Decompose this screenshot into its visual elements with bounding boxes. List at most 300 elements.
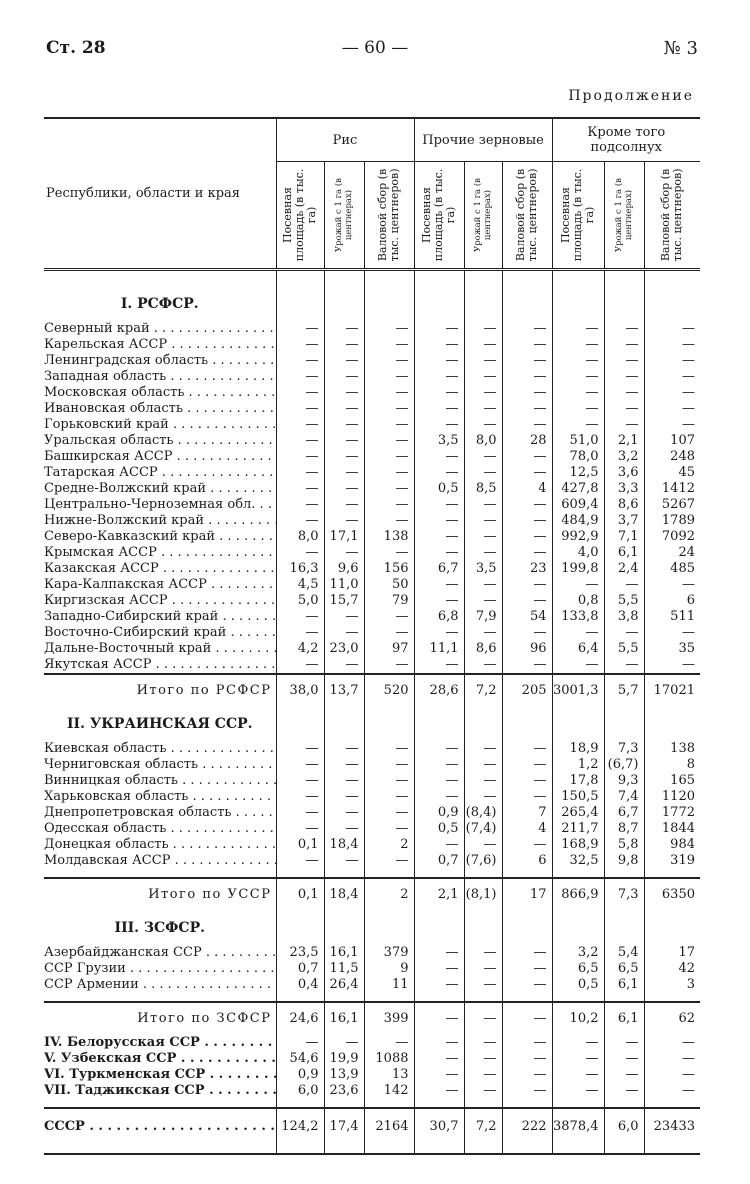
cell-value: 23,5 [276, 945, 324, 961]
table-row [44, 593, 700, 609]
cell-value: 12,5 [552, 465, 604, 481]
cell-value: — [502, 1051, 552, 1067]
cell-value: — [414, 321, 464, 337]
cell-value: 138 [364, 529, 414, 545]
cell-value: — [324, 433, 364, 449]
table-row [44, 561, 700, 577]
cell-value: — [552, 577, 604, 593]
cell-value: — [502, 1067, 552, 1083]
cell-value: — [364, 657, 414, 674]
cell-value: 3 [644, 977, 700, 993]
row-label: Восточно-Сибирский край . . . [44, 625, 276, 641]
cell-value: — [364, 853, 414, 869]
table-row [44, 577, 700, 593]
cell-value: 199,8 [552, 561, 604, 577]
cell-value: — [502, 961, 552, 977]
table-row [44, 1051, 700, 1067]
cell-value: 1844 [644, 821, 700, 837]
table-row [44, 837, 700, 853]
cell-value: — [364, 773, 414, 789]
cell-value: 28 [502, 433, 552, 449]
cell-value: — [644, 657, 700, 674]
cell-value: 3,5 [414, 433, 464, 449]
row-label: Западная область . . . [44, 369, 276, 385]
cell-value: — [644, 577, 700, 593]
cell-value: — [364, 465, 414, 481]
cell-value: — [502, 837, 552, 853]
cell-value: — [276, 337, 324, 353]
cell-value: — [414, 657, 464, 674]
cell-value: 6,0 [604, 1108, 644, 1145]
cell-value: — [414, 385, 464, 401]
cell-value: — [552, 1083, 604, 1099]
cell-value: 6,8 [414, 609, 464, 625]
cell-value: 51,0 [552, 433, 604, 449]
table-row [44, 625, 700, 641]
cell-value: 10,2 [552, 1002, 604, 1035]
table-row [44, 465, 700, 481]
cell-value: — [364, 497, 414, 513]
row-label: ССР Грузии . . . [44, 961, 276, 977]
section-heading [44, 707, 700, 741]
cell-value: 0,5 [414, 821, 464, 837]
cell-value: — [324, 481, 364, 497]
cell-value: 62 [644, 1002, 700, 1035]
cell-value: — [414, 757, 464, 773]
cell-value: — [324, 321, 364, 337]
row-label: Днепропетровская область . . . [44, 805, 276, 821]
row-label: Донецкая область . . . [44, 837, 276, 853]
cell-value: 4 [502, 481, 552, 497]
cell-value: 18,4 [324, 878, 364, 911]
cell-value: — [276, 401, 324, 417]
cell-value: 4 [502, 821, 552, 837]
cell-value: — [502, 449, 552, 465]
table-row [44, 1067, 700, 1083]
cell-value: 8,5 [464, 481, 502, 497]
cell-value: 6,7 [604, 805, 644, 821]
cell-value: 9 [364, 961, 414, 977]
cell-value: 13 [364, 1067, 414, 1083]
cell-value: — [414, 369, 464, 385]
row-label: Харьковская область . . . [44, 789, 276, 805]
cell-value: — [464, 545, 502, 561]
cell-value: — [276, 805, 324, 821]
cell-value: 138 [644, 741, 700, 757]
cell-value: — [502, 353, 552, 369]
cell-value: — [464, 1083, 502, 1099]
page-code: Ст. 28 [46, 38, 106, 58]
cell-value: 3001,3 [552, 674, 604, 707]
cell-value: 9,6 [324, 561, 364, 577]
cell-value: — [414, 625, 464, 641]
row-label: Северный край . . . [44, 321, 276, 337]
cell-value: (7,4) [464, 821, 502, 837]
table-row [44, 657, 700, 674]
cell-value: — [644, 321, 700, 337]
cell-value: 15,7 [324, 593, 364, 609]
cell-value: — [276, 773, 324, 789]
row-label: Черниговская область . . . [44, 757, 276, 773]
cell-value: 8,0 [276, 529, 324, 545]
cell-value: — [464, 401, 502, 417]
cell-value: 6,1 [604, 977, 644, 993]
cell-value: 7092 [644, 529, 700, 545]
table-row [44, 1035, 700, 1051]
cell-value: — [324, 657, 364, 674]
cell-value: 8,6 [464, 641, 502, 657]
section-heading [44, 287, 700, 321]
cell-value: 18,9 [552, 741, 604, 757]
cell-value: 9,8 [604, 853, 644, 869]
cell-value: 19,9 [324, 1051, 364, 1067]
row-label: V. Узбекская ССР . . . [44, 1051, 276, 1067]
table-row [44, 353, 700, 369]
cell-value: — [276, 513, 324, 529]
cell-value: — [414, 401, 464, 417]
row-label: Средне-Волжский край . . . [44, 481, 276, 497]
cell-value: — [604, 1051, 644, 1067]
cell-value: — [464, 529, 502, 545]
cell-value: — [364, 789, 414, 805]
cell-value: 1789 [644, 513, 700, 529]
cell-value: — [644, 1067, 700, 1083]
cell-value: — [276, 369, 324, 385]
cell-value: — [502, 789, 552, 805]
cell-value: — [604, 353, 644, 369]
cell-value: 5,8 [604, 837, 644, 853]
cell-value: 3,2 [552, 945, 604, 961]
cell-value: 6 [644, 593, 700, 609]
cell-value: — [364, 1035, 414, 1051]
cell-value: — [464, 837, 502, 853]
cell-value: 0,1 [276, 878, 324, 911]
cell-value: — [464, 773, 502, 789]
table-row [44, 961, 700, 977]
cell-value: — [324, 353, 364, 369]
cell-value: — [502, 465, 552, 481]
subheader-harvest: Валовой сбор (в тыс. центнеров) [659, 168, 685, 262]
table-row [44, 497, 700, 513]
cell-value: 23 [502, 561, 552, 577]
cell-value: — [276, 609, 324, 625]
cell-value: — [324, 821, 364, 837]
cell-value: — [276, 385, 324, 401]
cell-value: — [276, 657, 324, 674]
cell-value: 24 [644, 545, 700, 561]
cell-value: — [414, 577, 464, 593]
cell-value: 6,1 [604, 1002, 644, 1035]
cell-value: 45 [644, 465, 700, 481]
cell-value: — [414, 465, 464, 481]
table-row [44, 321, 700, 337]
row-label: IV. Белорусская ССР . . . [44, 1035, 276, 1051]
table-row [44, 401, 700, 417]
cell-value: — [604, 401, 644, 417]
cell-value: — [502, 401, 552, 417]
cell-value: 11,1 [414, 641, 464, 657]
cell-value: 11,0 [324, 577, 364, 593]
cell-value: 222 [502, 1108, 552, 1145]
cell-value: 11 [364, 977, 414, 993]
cell-value: — [604, 1067, 644, 1083]
row-label: Башкирская АССР . . . [44, 449, 276, 465]
row-label: Крымская АССР . . . [44, 545, 276, 561]
row-label: ССР Армении . . . [44, 977, 276, 993]
cell-value: — [414, 529, 464, 545]
table-row [44, 417, 700, 433]
cell-value: — [324, 369, 364, 385]
cell-value: — [464, 1035, 502, 1051]
cell-value: — [644, 401, 700, 417]
cell-value: — [604, 321, 644, 337]
cell-value: — [414, 449, 464, 465]
cell-value: 1,2 [552, 757, 604, 773]
group-header-sunflower: Кроме того подсолнух [552, 119, 700, 162]
cell-value: (8,1) [464, 878, 502, 911]
cell-value: 107 [644, 433, 700, 449]
table-row [44, 853, 700, 869]
cell-value: 24,6 [276, 1002, 324, 1035]
cell-value: (6,7) [604, 757, 644, 773]
table-row [44, 641, 700, 657]
cell-value: — [502, 757, 552, 773]
cell-value: — [604, 417, 644, 433]
cell-value: 32,5 [552, 853, 604, 869]
cell-value: 984 [644, 837, 700, 853]
cell-value: 2 [364, 878, 414, 911]
cell-value: — [364, 449, 414, 465]
cell-value: — [644, 353, 700, 369]
cell-value: — [324, 401, 364, 417]
cell-value: 427,8 [552, 481, 604, 497]
row-label: Дальне-Восточный край . . . [44, 641, 276, 657]
cell-value: — [464, 497, 502, 513]
cell-value: 26,4 [324, 977, 364, 993]
cell-value: 17021 [644, 674, 700, 707]
total-row [44, 674, 700, 707]
cell-value: — [644, 625, 700, 641]
cell-value: — [414, 1083, 464, 1099]
cell-value: — [552, 1051, 604, 1067]
cell-value: — [464, 369, 502, 385]
cell-value: 4,0 [552, 545, 604, 561]
cell-value: — [644, 1051, 700, 1067]
row-label: Киргизская АССР . . . [44, 593, 276, 609]
cell-value: — [364, 321, 414, 337]
cell-value: — [464, 625, 502, 641]
cell-value: — [464, 977, 502, 993]
section-ukrainian-ssr: II. УКРАИНСКАЯ ССР. [66, 716, 253, 732]
table-row [44, 337, 700, 353]
cell-value: — [552, 321, 604, 337]
cell-value: — [414, 337, 464, 353]
cell-value: — [324, 337, 364, 353]
cell-value: 38,0 [276, 674, 324, 707]
cell-value: — [502, 385, 552, 401]
cell-value: — [276, 417, 324, 433]
cell-value: 205 [502, 674, 552, 707]
cell-value: — [414, 789, 464, 805]
row-label: Северо-Кавказский край . . . [44, 529, 276, 545]
cell-value: 4,5 [276, 577, 324, 593]
cell-value: — [502, 1083, 552, 1099]
cell-value: 0,5 [552, 977, 604, 993]
table-row [44, 945, 700, 961]
cell-value: — [502, 321, 552, 337]
row-label: Горьковский край . . . [44, 417, 276, 433]
cell-value: — [276, 821, 324, 837]
cell-value: — [414, 513, 464, 529]
table-row [44, 545, 700, 561]
cell-value: — [502, 417, 552, 433]
cell-value: 17,8 [552, 773, 604, 789]
row-label: Карельская АССР . . . [44, 337, 276, 353]
table-row [44, 609, 700, 625]
cell-value: — [364, 337, 414, 353]
cell-value: — [324, 625, 364, 641]
cell-value: — [464, 385, 502, 401]
cell-value: 18,4 [324, 837, 364, 853]
cell-value: 5267 [644, 497, 700, 513]
cell-value: 8 [644, 757, 700, 773]
cell-value: — [464, 465, 502, 481]
cell-value: — [324, 449, 364, 465]
cell-value: 609,4 [552, 497, 604, 513]
cell-value: — [502, 773, 552, 789]
row-label: VII. Таджикская ССР . . . [44, 1083, 276, 1099]
cell-value: — [414, 1002, 464, 1035]
cell-value: — [604, 385, 644, 401]
cell-value: — [364, 609, 414, 625]
cell-value: 6 [502, 853, 552, 869]
cell-value: 399 [364, 1002, 414, 1035]
table-row [44, 773, 700, 789]
cell-value: — [604, 337, 644, 353]
cell-value: 1120 [644, 789, 700, 805]
cell-value: — [502, 369, 552, 385]
cell-value: 0,1 [276, 837, 324, 853]
cell-value: — [364, 513, 414, 529]
table-row [44, 513, 700, 529]
cell-value: — [502, 497, 552, 513]
cell-value: 8,7 [604, 821, 644, 837]
cell-value: 133,8 [552, 609, 604, 625]
table-row [44, 481, 700, 497]
table-header [44, 118, 700, 271]
cell-value: — [324, 741, 364, 757]
cell-value: 23433 [644, 1108, 700, 1145]
grand-total-row [44, 1108, 700, 1145]
cell-value: — [552, 1067, 604, 1083]
cell-value: — [364, 369, 414, 385]
cell-value: — [276, 757, 324, 773]
cell-value: 6,0 [276, 1083, 324, 1099]
cell-value: — [364, 821, 414, 837]
cell-value: — [276, 481, 324, 497]
cell-value: 7,2 [464, 1108, 502, 1145]
group-header-rice: Рис [276, 119, 414, 162]
subheader-area: Посевная площадь (в тыс. га) [420, 168, 457, 262]
cell-value: — [552, 353, 604, 369]
cell-value: — [464, 757, 502, 773]
cell-value: — [276, 625, 324, 641]
cell-value: 3,8 [604, 609, 644, 625]
cell-value: — [364, 481, 414, 497]
row-label: Азербайджанская ССР . . . [44, 945, 276, 961]
subheader-yield: Урожай с 1 га (в центнерах) [614, 178, 634, 252]
page-number: — 60 — [341, 38, 409, 58]
cell-value: — [464, 593, 502, 609]
cell-value: 8,6 [604, 497, 644, 513]
cell-value: — [464, 353, 502, 369]
cell-value: 1412 [644, 481, 700, 497]
table-row [44, 821, 700, 837]
cell-value: 5,5 [604, 641, 644, 657]
cell-value: — [552, 1035, 604, 1051]
cell-value: 5,0 [276, 593, 324, 609]
cell-value: 17 [644, 945, 700, 961]
cell-value: — [324, 497, 364, 513]
cell-value: 1772 [644, 805, 700, 821]
cell-value: — [276, 853, 324, 869]
cell-value: 42 [644, 961, 700, 977]
total-row [44, 878, 700, 911]
cell-value: — [644, 1083, 700, 1099]
cell-value: 0,9 [414, 805, 464, 821]
cell-value: 124,2 [276, 1108, 324, 1145]
cell-value: 511 [644, 609, 700, 625]
row-label: Уральская область . . . [44, 433, 276, 449]
cell-value: 6,1 [604, 545, 644, 561]
cell-value: — [276, 465, 324, 481]
table-body [44, 271, 700, 1154]
section-rsfsr: I. РСФСР. [120, 296, 199, 312]
table-row [44, 1083, 700, 1099]
cell-value: 3,6 [604, 465, 644, 481]
cell-value: — [464, 961, 502, 977]
cell-value: — [464, 945, 502, 961]
cell-value: — [364, 757, 414, 773]
cell-value: 2,4 [604, 561, 644, 577]
cell-value: 520 [364, 674, 414, 707]
cell-value: 0,7 [276, 961, 324, 977]
cell-value: 165 [644, 773, 700, 789]
subheader-harvest: Валовой сбор (в тыс. центнеров) [514, 168, 539, 262]
cell-value: 0,8 [552, 593, 604, 609]
column-header-region: Республики, области и края [46, 186, 240, 201]
cell-value: 5,5 [604, 593, 644, 609]
cell-value: 78,0 [552, 449, 604, 465]
cell-value: — [604, 1035, 644, 1051]
cell-value: 54,6 [276, 1051, 324, 1067]
table-row [44, 741, 700, 757]
cell-value: 3,3 [604, 481, 644, 497]
cell-value: 3878,4 [552, 1108, 604, 1145]
cell-value: 484,9 [552, 513, 604, 529]
subheader-area: Посевная площадь (в тыс. га) [281, 168, 318, 262]
cell-value: — [464, 789, 502, 805]
cell-value: 7,4 [604, 789, 644, 805]
cell-value: 8,0 [464, 433, 502, 449]
cell-value: 16,1 [324, 945, 364, 961]
cell-value: — [276, 1035, 324, 1051]
cell-value: — [644, 337, 700, 353]
continuation-label: Продолжение [568, 88, 694, 104]
cell-value: — [324, 805, 364, 821]
cell-value: — [276, 433, 324, 449]
cell-value: 6,5 [604, 961, 644, 977]
